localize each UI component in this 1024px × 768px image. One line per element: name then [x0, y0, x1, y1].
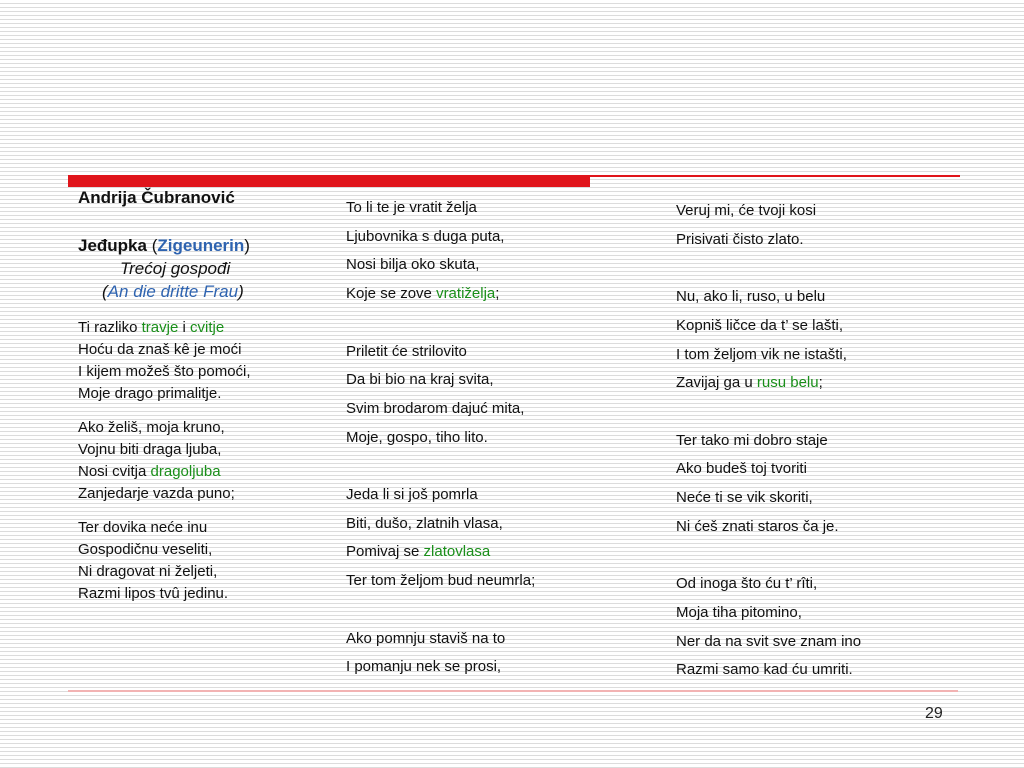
verse-line: Od inoga što ću t’ rîti,	[676, 575, 818, 593]
verse-line: Svim brodarom dajuć mita,	[346, 399, 525, 417]
verse-line: Ter dovika neće inu	[78, 519, 208, 536]
verse-line: Ni ćeš znati staros ča je.	[676, 517, 839, 535]
verse-line: Hoću da znaš kê je moći	[78, 341, 242, 358]
verse-line: Ti razliko travje i cvitje	[78, 319, 225, 336]
stanza	[676, 427, 861, 542]
verse-line: Vojnu biti draga ljuba,	[78, 441, 222, 458]
stanza	[676, 570, 861, 685]
verse-line: Ako budeš toj tvoriti	[676, 460, 807, 478]
verse-line: Ni dragovat ni željeti,	[78, 563, 218, 580]
verse-line: Nu, ako li, ruso, u belu	[676, 288, 826, 306]
author-name: Andrija Čubranović	[78, 188, 235, 207]
verse-line: Da bi bio na kraj svita,	[346, 371, 494, 389]
poem-column-3	[676, 197, 861, 685]
header-red-line	[590, 175, 960, 177]
title-german: Zigeunerin	[157, 236, 245, 255]
verse-line: Ako pomnju staviš na to	[346, 629, 506, 647]
stanza	[676, 197, 861, 254]
verse-line: Moje, gospo, tiho lito.	[346, 428, 488, 446]
verse-line: Kopniš ličce da t’ se lašti,	[676, 316, 844, 334]
verse-line: Ljubovnika s duga puta,	[346, 227, 505, 245]
verse-line: Veruj mi, će tvoji kosi	[676, 202, 817, 219]
verse-line: Ter tako mi dobro staje	[676, 431, 828, 449]
stanza	[346, 481, 535, 596]
verse-line: Zanjedarje vazda puno;	[78, 485, 235, 502]
verse-line: Pomivaj se zlatovlasa	[346, 543, 491, 561]
poem-column-1	[78, 185, 328, 605]
page-number: 29	[925, 705, 943, 722]
stanza	[78, 517, 328, 605]
verse-line: Ter tom željom bud neumrla;	[346, 572, 536, 590]
verse-line: Nosi cvitja dragoljuba	[78, 463, 221, 480]
verse-line: Biti, dušo, zlatnih vlasa,	[346, 514, 503, 532]
poem-title: Jeđupka (Zigeunerin)	[78, 236, 250, 255]
stanza	[346, 338, 535, 453]
verse-line: Gospodičnu veseliti,	[78, 541, 213, 558]
stanza	[346, 194, 535, 309]
verse-line: Koje se zove vratiželja;	[346, 285, 500, 303]
stanza	[346, 625, 535, 682]
stanza	[78, 417, 328, 505]
verse-line: Razmi lipos tvû jedinu.	[78, 585, 229, 602]
verse-line: To li te je vratit želja	[346, 199, 477, 216]
verse-line: I kijem možeš što pomoći,	[78, 363, 251, 380]
poem-column-2	[346, 194, 535, 682]
verse-line: Zavijaj ga u rusu belu;	[676, 374, 823, 392]
dedication-german: (An die dritte Frau)	[102, 282, 244, 301]
verse-line: Prisivati čisto zlato.	[676, 230, 804, 248]
verse-line: I tom željom vik ne istašti,	[676, 345, 847, 363]
stanza	[78, 317, 328, 405]
footer-divider	[68, 690, 958, 692]
verse-line: Ner da na svit sve znam ino	[676, 632, 862, 650]
verse-line: Neće ti se vik skoriti,	[676, 489, 813, 506]
verse-line: Priletit će strilovito	[346, 342, 467, 360]
verse-line: Ako želiš, moja kruno,	[78, 419, 225, 436]
verse-line: Moje drago primalitje.	[78, 385, 222, 402]
verse-line: Jeda li si još pomrla	[346, 486, 478, 503]
verse-line: Moja tiha pitomino,	[676, 603, 802, 621]
verse-line: Razmi samo kad ću umriti.	[676, 661, 853, 679]
stanza	[676, 283, 861, 398]
verse-line: Nosi bilja oko skuta,	[346, 256, 480, 274]
dedication: Trećoj gospođi	[120, 259, 231, 278]
verse-line: I pomanju nek se prosi,	[346, 658, 502, 676]
